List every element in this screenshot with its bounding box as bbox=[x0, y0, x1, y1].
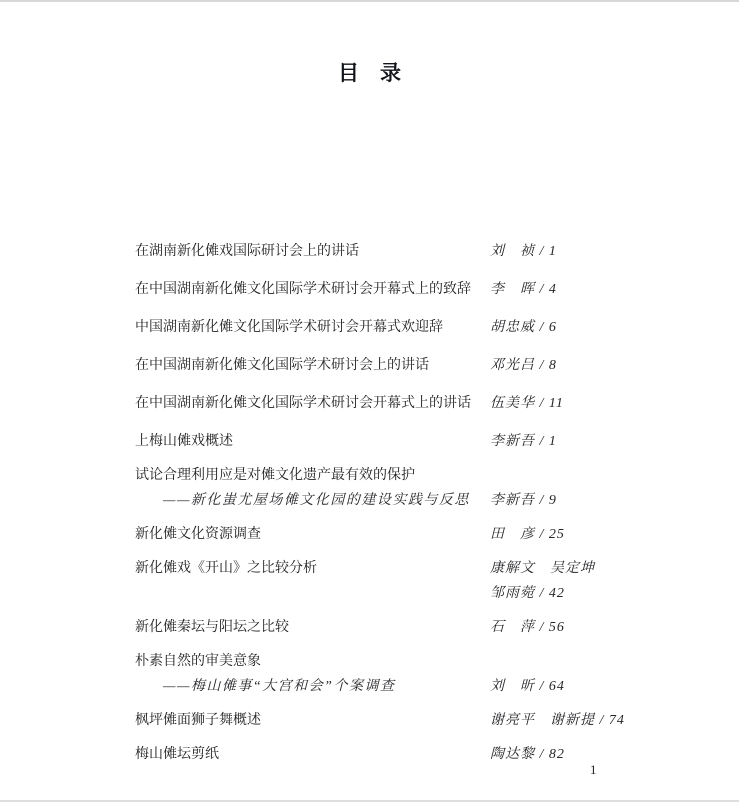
author-page-ref: 田 彦 / 25 bbox=[490, 527, 565, 542]
author-page-ref: 石 萍 / 56 bbox=[490, 620, 565, 635]
entry-title-block bbox=[135, 239, 490, 264]
author-page-ref: 陶达黎 / 82 bbox=[490, 747, 565, 762]
toc-entry bbox=[135, 239, 662, 264]
page-title: 目 录 bbox=[338, 61, 401, 85]
toc-entry bbox=[135, 649, 662, 699]
entry-author-page-block bbox=[490, 615, 662, 640]
entry-title: 梅山傩坛剪纸 bbox=[135, 747, 219, 762]
author-page-ref: 伍美华 / 11 bbox=[490, 396, 564, 411]
entry-title: 新化傩秦坛与阳坛之比较 bbox=[135, 620, 289, 635]
author-page-ref: 邹雨菀 / 42 bbox=[490, 586, 565, 601]
toc-entry bbox=[135, 708, 662, 733]
entry-title-block bbox=[135, 315, 490, 340]
toc-entry bbox=[135, 277, 662, 302]
toc-entry bbox=[135, 556, 662, 606]
entry-author-page-block bbox=[490, 315, 662, 340]
entry-author-page-block bbox=[490, 353, 662, 378]
author-page-ref: 刘 祯 / 1 bbox=[490, 244, 557, 259]
entry-title-block bbox=[135, 556, 490, 606]
entry-author-page-block bbox=[490, 463, 662, 513]
entry-subtitle: ——新化蚩尤屋场傩文化园的建设实践与反思 bbox=[163, 493, 470, 508]
entry-title-block bbox=[135, 353, 490, 378]
author-page-ref: 刘 昕 / 64 bbox=[490, 679, 565, 694]
entry-title: 枫坪傩面狮子舞概述 bbox=[135, 713, 261, 728]
entry-title: 在中国湖南新化傩文化国际学术研讨会开幕式上的致辞 bbox=[135, 282, 471, 297]
scan-edge-top bbox=[0, 0, 739, 2]
toc-entry bbox=[135, 429, 662, 454]
toc-entry bbox=[135, 463, 662, 513]
author-page-ref: 李新吾 / 1 bbox=[490, 434, 557, 449]
author-page-ref: 胡忠威 / 6 bbox=[490, 320, 557, 335]
entry-title: 新化傩戏《开山》之比较分析 bbox=[135, 561, 317, 576]
entry-title-block bbox=[135, 708, 490, 733]
entry-author-page-block bbox=[490, 429, 662, 454]
toc-entry bbox=[135, 315, 662, 340]
entry-author-page-block bbox=[490, 391, 662, 416]
entry-title-block bbox=[135, 649, 490, 699]
entry-author-page-block bbox=[490, 522, 662, 547]
author-page-ref: 康解文 吴定坤 bbox=[490, 561, 595, 576]
author-page-ref: 谢亮平 谢新提 / 74 bbox=[490, 713, 625, 728]
entry-subtitle: ——梅山傩事“大宫和会”个案调查 bbox=[163, 679, 396, 694]
entry-author-page-block bbox=[490, 556, 662, 606]
toc-entry bbox=[135, 353, 662, 378]
toc-section-articles bbox=[135, 429, 662, 767]
entry-title-block bbox=[135, 522, 490, 547]
entry-title-block bbox=[135, 429, 490, 454]
entry-title-block bbox=[135, 742, 490, 767]
entry-title-block bbox=[135, 615, 490, 640]
entry-author-page-block bbox=[490, 239, 662, 264]
toc-entry bbox=[135, 522, 662, 547]
entry-title: 中国湖南新化傩文化国际学术研讨会开幕式欢迎辞 bbox=[135, 320, 443, 335]
entry-author-page-block bbox=[490, 742, 662, 767]
entry-title: 在湖南新化傩戏国际研讨会上的讲话 bbox=[135, 244, 359, 259]
entry-title-block bbox=[135, 463, 490, 513]
page-number: 1 bbox=[590, 762, 597, 777]
toc-list bbox=[135, 239, 662, 776]
entry-title: 上梅山傩戏概述 bbox=[135, 434, 233, 449]
entry-title-block bbox=[135, 391, 490, 416]
toc-entry bbox=[135, 742, 662, 767]
entry-title: 朴素自然的审美意象 bbox=[135, 654, 261, 669]
entry-title-block bbox=[135, 277, 490, 302]
entry-title: 新化傩文化资源调查 bbox=[135, 527, 261, 542]
entry-author-page-block bbox=[490, 277, 662, 302]
author-page-ref: 李 晖 / 4 bbox=[490, 282, 557, 297]
entry-author-page-block bbox=[490, 649, 662, 699]
author-page-ref: 李新吾 / 9 bbox=[490, 493, 557, 508]
entry-author-page-block bbox=[490, 708, 662, 733]
toc-entry bbox=[135, 391, 662, 416]
author-page-ref: 邓光吕 / 8 bbox=[490, 358, 557, 373]
entry-title: 在中国湖南新化傩文化国际学术研讨会开幕式上的讲话 bbox=[135, 396, 471, 411]
toc-entry bbox=[135, 615, 662, 640]
entry-title: 试论合理利用应是对傩文化遗产最有效的保护 bbox=[135, 468, 415, 483]
entry-title: 在中国湖南新化傩文化国际学术研讨会上的讲话 bbox=[135, 358, 429, 373]
toc-section-speeches bbox=[135, 239, 662, 416]
